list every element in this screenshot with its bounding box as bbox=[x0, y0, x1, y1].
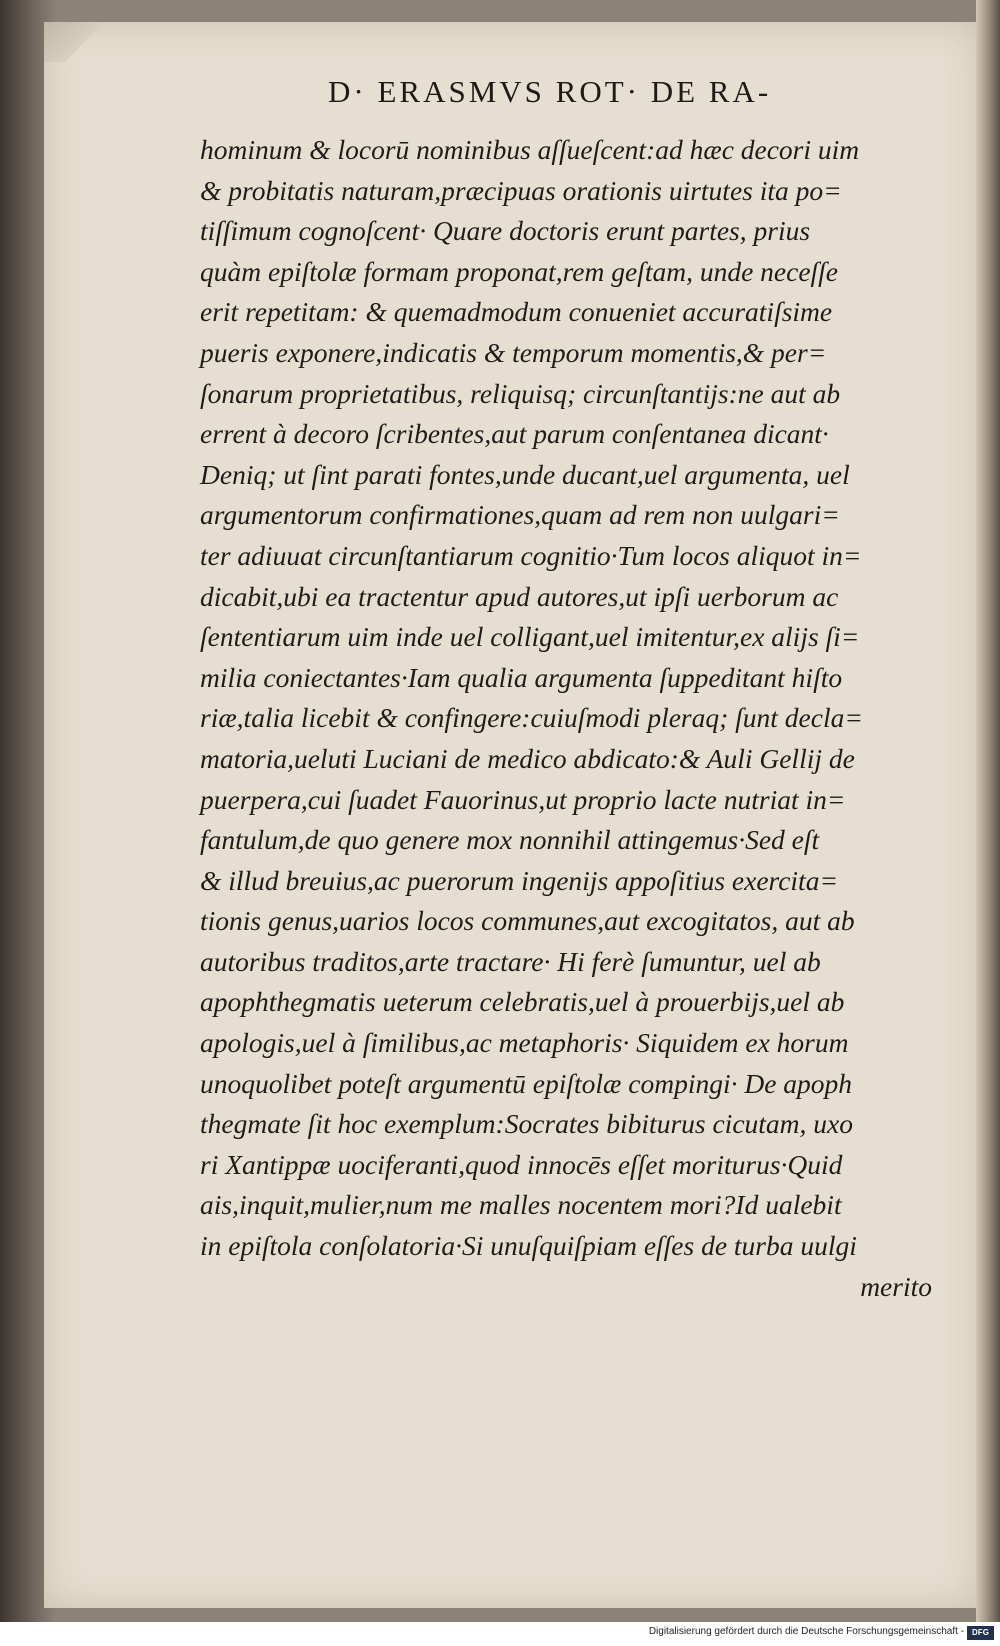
page-text bbox=[200, 130, 940, 1307]
text-line: ri Xantippæ uociferanti,quod innocēs eſſet moriturus·Quid bbox=[200, 1148, 843, 1180]
text-line: ſonarum proprietatibus, reliquisq; circunſtantijs:ne aut ab bbox=[200, 377, 841, 409]
text-line: ais,inquit,mulier,num me malles nocentem mori?Id ualebit bbox=[200, 1189, 842, 1221]
text-line: ſententiarum uim inde uel colligant,uel imitentur,ex alijs ſi= bbox=[200, 621, 860, 653]
text-line: thegmate ſit hoc exemplum:Socrates bibiturus cicutam, uxo bbox=[200, 1108, 853, 1140]
book-spine bbox=[976, 0, 1000, 1622]
text-line: riæ,talia licebit & confingere:cuiuſmodi pleraq; ſunt decla= bbox=[200, 702, 863, 734]
funding-credit: Digitalisierung gefördert durch die Deutsche Forschungsgemeinschaft - bbox=[648, 1626, 964, 1637]
text-line: & probitatis naturam,præcipuas orationis uirtutes ita po= bbox=[200, 174, 842, 206]
text-line: quàm epiſtolæ formam proponat,rem geſtam, unde neceſſe bbox=[200, 255, 839, 287]
text-line: matoria,ueluti Luciani de medico abdicato:& Auli Gellij de bbox=[200, 742, 855, 774]
text-line: Deniq; ut ſint parati fontes,unde ducant,uel argumenta, uel bbox=[200, 458, 850, 490]
text-line: dicabit,ubi ea tractentur apud autores,ut ipſi uerborum ac bbox=[200, 580, 839, 612]
digitization-footer bbox=[0, 1622, 1000, 1646]
catchword: merito bbox=[860, 1270, 932, 1302]
text-line: tiſſimum cognoſcent· Quare doctoris erunt partes, prius bbox=[200, 215, 811, 247]
text-line: milia coniectantes·Iam qualia argumenta ſuppeditant hiſto bbox=[200, 661, 843, 693]
text-line: in epiſtola conſolatoria·Si unuſquiſpiam eſſes de turba uulgi bbox=[200, 1230, 857, 1262]
page-corner-fold bbox=[44, 22, 104, 62]
text-line: autoribus traditos,arte tractare· Hi ferè ſumuntur, uel ab bbox=[200, 945, 821, 977]
text-line: ter adiuuat circunſtantiarum cognitio·Tum locos aliquot in= bbox=[200, 539, 862, 571]
running-title: D· ERASMVS ROT· DE RA- bbox=[328, 74, 772, 109]
text-line: apophthegmatis ueterum celebratis,uel à prouerbijs,uel ab bbox=[200, 986, 845, 1018]
text-line: & illud breuius,ac puerorum ingenijs appoſitius exercita= bbox=[200, 864, 839, 896]
text-line: tionis genus,uarios locos communes,aut excogitatos, aut ab bbox=[200, 905, 855, 937]
text-line: pueris exponere,indicatis & temporum momentis,& per= bbox=[200, 336, 827, 368]
text-line: unoquolibet poteſt argumentū epiſtolæ compingi· De apoph bbox=[200, 1067, 853, 1099]
text-line: puerpera,cui ſuadet Fauorinus,ut proprio lacte nutriat in= bbox=[200, 783, 846, 815]
text-line: erit repetitam: & quemadmodum conueniet accuratiſsime bbox=[200, 296, 833, 328]
text-line: apologis,uel à ſimilibus,ac metaphoris· Siquidem ex horum bbox=[200, 1027, 849, 1059]
text-line: hominum & locorū nominibus aſſueſcent:ad hæc decori uim bbox=[200, 134, 860, 165]
dfg-logo: DFG bbox=[967, 1626, 994, 1640]
text-line: argumentorum confirmationes,quam ad rem non uulgari= bbox=[200, 499, 840, 531]
text-line: errent à decoro ſcribentes,aut parum conſentanea dicant· bbox=[200, 418, 829, 450]
text-line: fantulum,de quo genere mox nonnihil attingemus·Sed eſt bbox=[200, 824, 820, 856]
